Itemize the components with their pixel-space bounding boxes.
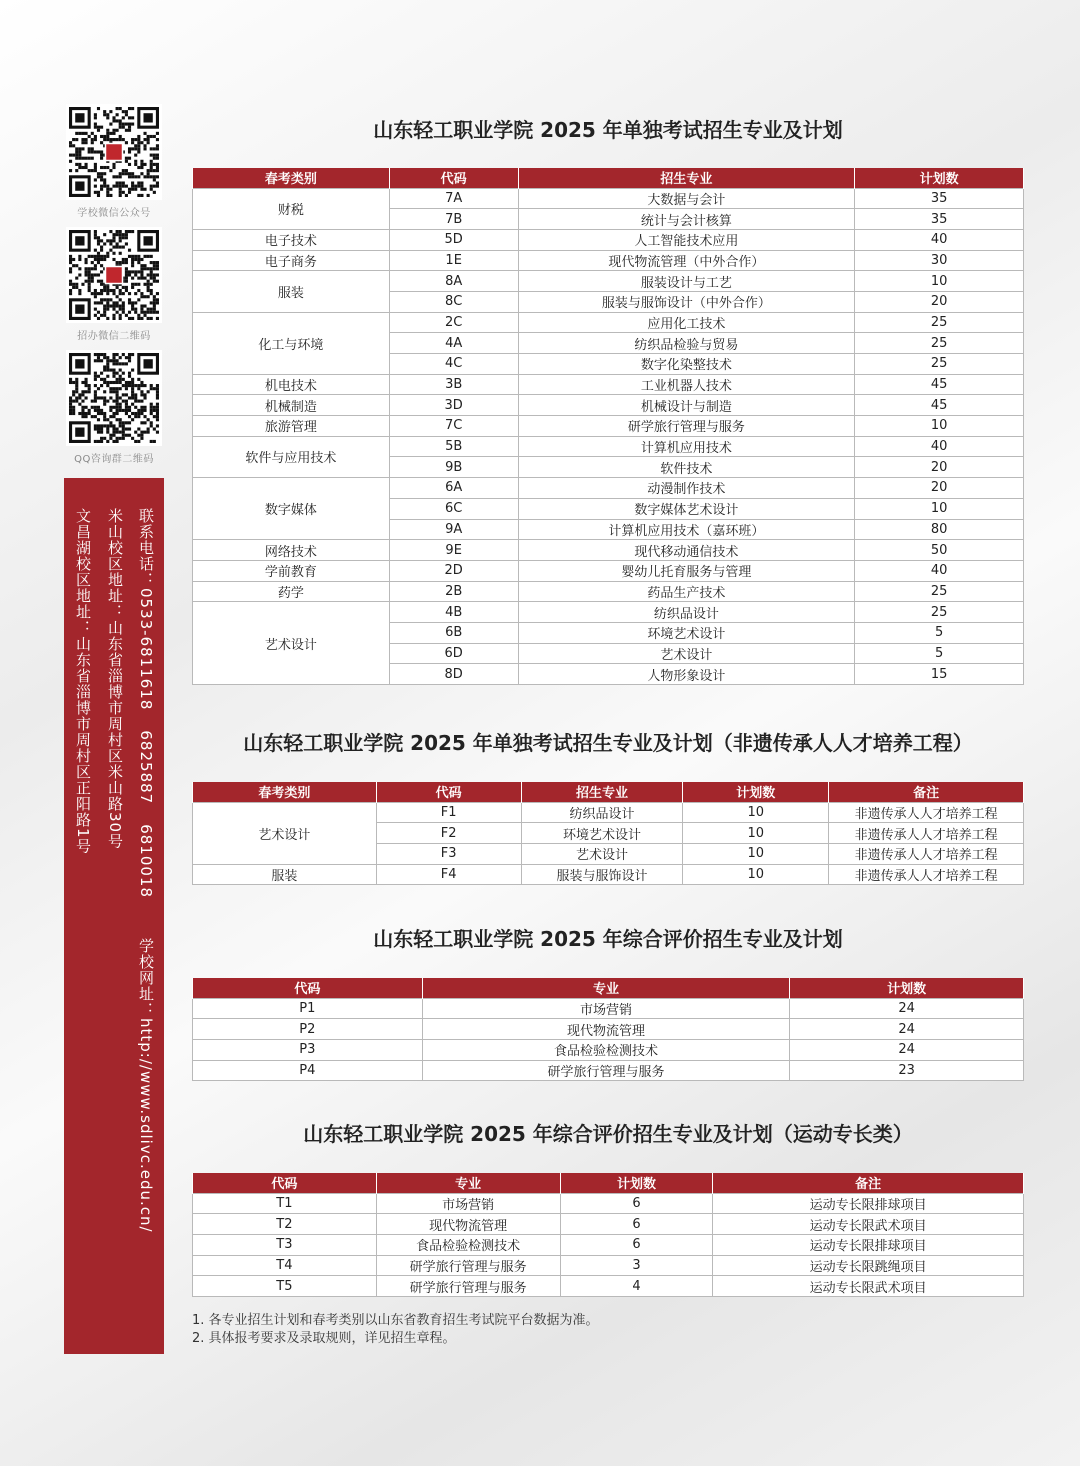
remark-cell: 非遗传承人人才培养工程	[829, 802, 1024, 823]
table-row	[193, 229, 1024, 250]
major-cell: 服装与服饰设计	[521, 864, 683, 885]
qr-block-wechat-official	[64, 104, 164, 219]
table-row	[193, 1214, 1024, 1235]
category-cell: 机械制造	[193, 395, 390, 416]
table-header-row	[193, 782, 1024, 802]
table-row	[193, 1276, 1024, 1297]
table-row	[193, 395, 1024, 416]
major-cell: 研学旅行管理与服务	[422, 1060, 790, 1081]
code-cell: 9A	[389, 519, 518, 540]
column-header: 备注	[829, 782, 1024, 802]
category-cell: 学前教育	[193, 560, 390, 581]
code-cell: 6B	[389, 622, 518, 643]
remark-cell: 非遗传承人人才培养工程	[829, 843, 1024, 864]
major-cell: 服装设计与工艺	[518, 271, 855, 292]
plan-count-cell: 15	[855, 664, 1024, 685]
table-row	[193, 436, 1024, 457]
remark-cell: 运动专长限跳绳项目	[713, 1255, 1024, 1276]
qr-caption: QQ咨询群二维码	[74, 454, 154, 465]
remark-cell: 运动专长限排球项目	[713, 1193, 1024, 1214]
category-cell: 网络技术	[193, 540, 390, 561]
code-cell: 6C	[389, 498, 518, 519]
major-cell: 机械设计与制造	[518, 395, 855, 416]
column-header: 春考类别	[193, 782, 377, 802]
code-cell: F2	[376, 823, 521, 844]
code-cell: 9E	[389, 540, 518, 561]
column-header: 备注	[713, 1173, 1024, 1193]
qr-caption: 招办微信二维码	[77, 331, 151, 342]
table2-heritage-plan	[192, 782, 1024, 885]
major-cell: 计算机应用技术	[518, 436, 855, 457]
category-cell: 数字媒体	[193, 478, 390, 540]
plan-count-cell: 10	[855, 271, 1024, 292]
major-cell: 大数据与会计	[518, 188, 855, 209]
table-row	[193, 1019, 1024, 1040]
phone-label: 联系电话：	[137, 508, 155, 588]
plan-count-cell: 45	[855, 395, 1024, 416]
major-cell: 食品检验检测技术	[376, 1234, 560, 1255]
column-header: 代码	[193, 978, 423, 998]
footnote-line: 1. 各专业招生计划和春考类别以山东省教育招生考试院平台数据为准。	[192, 1313, 599, 1328]
plan-count-cell: 6	[560, 1214, 713, 1235]
major-cell: 食品检验检测技术	[422, 1039, 790, 1060]
remark-cell: 运动专长限排球项目	[713, 1234, 1024, 1255]
category-cell: 服装	[193, 864, 377, 885]
remark-cell: 运动专长限武术项目	[713, 1214, 1024, 1235]
plan-count-cell: 10	[855, 498, 1024, 519]
code-cell: T3	[193, 1234, 377, 1255]
major-cell: 市场营销	[376, 1193, 560, 1214]
major-cell: 研学旅行管理与服务	[518, 416, 855, 437]
plan-count-cell: 25	[855, 354, 1024, 375]
major-cell: 婴幼儿托育服务与管理	[518, 560, 855, 581]
code-cell: P3	[193, 1039, 423, 1060]
table-row	[193, 540, 1024, 561]
phone-number: 6810018	[137, 824, 155, 899]
code-cell: F1	[376, 802, 521, 823]
plan-count-cell: 35	[855, 188, 1024, 209]
major-cell: 现代移动通信技术	[518, 540, 855, 561]
major-cell: 工业机器人技术	[518, 374, 855, 395]
category-cell: 电子技术	[193, 229, 390, 250]
table4-sports-plan	[192, 1173, 1024, 1297]
column-header: 代码	[376, 782, 521, 802]
plan-count-cell: 45	[855, 374, 1024, 395]
major-cell: 服装与服饰设计（中外合作）	[518, 291, 855, 312]
category-cell: 财税	[193, 188, 390, 229]
table-row	[193, 602, 1024, 623]
table-row	[193, 560, 1024, 581]
category-cell: 旅游管理	[193, 416, 390, 437]
plan-count-cell: 4	[560, 1276, 713, 1297]
category-cell: 艺术设计	[193, 802, 377, 864]
table-row	[193, 581, 1024, 602]
major-cell: 纺织品设计	[521, 802, 683, 823]
plan-count-cell: 20	[855, 291, 1024, 312]
campus1-label: 米山校区地址：	[106, 508, 124, 620]
plan-count-cell: 20	[855, 457, 1024, 478]
code-cell: 1E	[389, 250, 518, 271]
column-header: 招生专业	[518, 168, 855, 188]
code-cell: 9B	[389, 457, 518, 478]
table-row	[193, 416, 1024, 437]
plan-count-cell: 25	[855, 312, 1024, 333]
remark-cell: 非遗传承人人才培养工程	[829, 864, 1024, 885]
plan-count-cell: 10	[683, 843, 829, 864]
major-cell: 数字化染整技术	[518, 354, 855, 375]
table-row	[193, 312, 1024, 333]
table-row	[193, 1060, 1024, 1081]
table3-title: 山东轻工职业学院 2025 年综合评价招生专业及计划	[373, 927, 843, 951]
code-cell: 4B	[389, 602, 518, 623]
major-cell: 统计与会计核算	[518, 209, 855, 230]
code-cell: 6A	[389, 478, 518, 499]
campus1-address: 山东省淄博市周村区米山路30号	[106, 620, 124, 850]
table-row	[193, 188, 1024, 209]
table1-title: 山东轻工职业学院 2025 年单独考试招生专业及计划	[373, 118, 843, 142]
table-row	[193, 1255, 1024, 1276]
qr-code-icon	[66, 350, 162, 446]
column-header: 专业	[376, 1173, 560, 1193]
code-cell: 4A	[389, 333, 518, 354]
table3-comprehensive-plan	[192, 978, 1024, 1081]
table-row	[193, 271, 1024, 292]
major-cell: 数字媒体艺术设计	[518, 498, 855, 519]
column-header: 计划数	[855, 168, 1024, 188]
plan-count-cell: 20	[855, 478, 1024, 499]
table1-admission-plan	[192, 168, 1024, 685]
code-cell: 3D	[389, 395, 518, 416]
qr-caption: 学校微信公众号	[77, 208, 151, 219]
major-cell: 研学旅行管理与服务	[376, 1276, 560, 1297]
major-cell: 研学旅行管理与服务	[376, 1255, 560, 1276]
code-cell: 2C	[389, 312, 518, 333]
plan-count-cell: 10	[855, 416, 1024, 437]
column-header: 代码	[389, 168, 518, 188]
major-cell: 现代物流管理（中外合作）	[518, 250, 855, 271]
plan-count-cell: 6	[560, 1234, 713, 1255]
qr-block-admissions-wechat	[64, 227, 164, 342]
code-cell: 8A	[389, 271, 518, 292]
plan-count-cell: 24	[790, 1019, 1024, 1040]
qr-code-icon	[66, 104, 162, 200]
table-row	[193, 1234, 1024, 1255]
phone-number: 6825887	[137, 730, 155, 805]
footnote-line: 2. 具体报考要求及录取规则，详见招生章程。	[192, 1331, 456, 1346]
code-cell: 2D	[389, 560, 518, 581]
column-header: 计划数	[683, 782, 829, 802]
code-cell: 4C	[389, 354, 518, 375]
major-cell: 艺术设计	[521, 843, 683, 864]
code-cell: 7A	[389, 188, 518, 209]
plan-count-cell: 25	[855, 581, 1024, 602]
code-cell: P4	[193, 1060, 423, 1081]
table-row	[193, 802, 1024, 823]
plan-count-cell: 5	[855, 622, 1024, 643]
table-row	[193, 374, 1024, 395]
campus2-line	[73, 508, 94, 855]
column-header: 计划数	[560, 1173, 713, 1193]
code-cell: 7C	[389, 416, 518, 437]
plan-count-cell: 5	[855, 643, 1024, 664]
campus2-address: 山东省淄博市周村区正阳路1号	[74, 636, 92, 855]
code-cell: F4	[376, 864, 521, 885]
plan-count-cell: 25	[855, 602, 1024, 623]
table-row	[193, 250, 1024, 271]
phone-number: 0533-6811618	[137, 588, 155, 711]
remark-cell: 非遗传承人人才培养工程	[829, 823, 1024, 844]
code-cell: 5B	[389, 436, 518, 457]
code-cell: 5D	[389, 229, 518, 250]
plan-count-cell: 6	[560, 1193, 713, 1214]
major-cell: 动漫制作技术	[518, 478, 855, 499]
major-cell: 艺术设计	[518, 643, 855, 664]
plan-count-cell: 23	[790, 1060, 1024, 1081]
plan-count-cell: 80	[855, 519, 1024, 540]
qr-block-qq-group	[64, 350, 164, 465]
code-cell: T2	[193, 1214, 377, 1235]
website-link[interactable]: http://www.sdlivc.edu.cn/	[137, 1018, 155, 1233]
table-header-row	[193, 1173, 1024, 1193]
campus2-label: 文昌湖校区地址：	[74, 508, 92, 636]
category-cell: 电子商务	[193, 250, 390, 271]
major-cell: 人物形象设计	[518, 664, 855, 685]
column-header: 专业	[422, 978, 790, 998]
plan-count-cell: 40	[855, 560, 1024, 581]
code-cell: 3B	[389, 374, 518, 395]
major-cell: 现代物流管理	[422, 1019, 790, 1040]
category-cell: 艺术设计	[193, 602, 390, 685]
plan-count-cell: 10	[683, 864, 829, 885]
contact-bar	[64, 478, 164, 1354]
code-cell: P2	[193, 1019, 423, 1040]
major-cell: 环境艺术设计	[521, 823, 683, 844]
category-cell: 化工与环境	[193, 312, 390, 374]
major-cell: 纺织品检验与贸易	[518, 333, 855, 354]
plan-count-cell: 40	[855, 229, 1024, 250]
column-header: 代码	[193, 1173, 377, 1193]
remark-cell: 运动专长限武术项目	[713, 1276, 1024, 1297]
code-cell: T5	[193, 1276, 377, 1297]
plan-count-cell: 10	[683, 823, 829, 844]
code-cell: T4	[193, 1255, 377, 1276]
table-row	[193, 864, 1024, 885]
major-cell: 市场营销	[422, 998, 790, 1019]
code-cell: T1	[193, 1193, 377, 1214]
qr-code-icon	[66, 227, 162, 323]
major-cell: 纺织品设计	[518, 602, 855, 623]
campus1-line	[105, 508, 126, 849]
major-cell: 软件技术	[518, 457, 855, 478]
category-cell: 机电技术	[193, 374, 390, 395]
major-cell: 应用化工技术	[518, 312, 855, 333]
major-cell: 环境艺术设计	[518, 622, 855, 643]
code-cell: 6D	[389, 643, 518, 664]
table-row	[193, 998, 1024, 1019]
table2-title: 山东轻工职业学院 2025 年单独考试招生专业及计划（非遗传承人人才培养工程）	[243, 731, 973, 755]
plan-count-cell: 35	[855, 209, 1024, 230]
plan-count-cell: 40	[855, 436, 1024, 457]
plan-count-cell: 3	[560, 1255, 713, 1276]
major-cell: 药品生产技术	[518, 581, 855, 602]
footnotes	[192, 1312, 599, 1348]
category-cell: 服装	[193, 271, 390, 312]
website-label: 学校网址：	[137, 938, 155, 1019]
table-header-row	[193, 978, 1024, 998]
table4-title: 山东轻工职业学院 2025 年综合评价招生专业及计划（运动专长类）	[303, 1122, 913, 1146]
category-cell: 药学	[193, 581, 390, 602]
table-row	[193, 478, 1024, 499]
major-cell: 现代物流管理	[376, 1214, 560, 1235]
code-cell: 2B	[389, 581, 518, 602]
contact-phone-line	[136, 508, 157, 1233]
code-cell: F3	[376, 843, 521, 864]
category-cell: 软件与应用技术	[193, 436, 390, 477]
column-header: 春考类别	[193, 168, 390, 188]
table-row	[193, 1039, 1024, 1060]
column-header: 招生专业	[521, 782, 683, 802]
code-cell: 8D	[389, 664, 518, 685]
code-cell: 7B	[389, 209, 518, 230]
plan-count-cell: 24	[790, 998, 1024, 1019]
plan-count-cell: 50	[855, 540, 1024, 561]
code-cell: 8C	[389, 291, 518, 312]
major-cell: 计算机应用技术（嘉环班）	[518, 519, 855, 540]
plan-count-cell: 10	[683, 802, 829, 823]
column-header: 计划数	[790, 978, 1024, 998]
plan-count-cell: 25	[855, 333, 1024, 354]
plan-count-cell: 30	[855, 250, 1024, 271]
major-cell: 人工智能技术应用	[518, 229, 855, 250]
table-header-row	[193, 168, 1024, 188]
code-cell: P1	[193, 998, 423, 1019]
plan-count-cell: 24	[790, 1039, 1024, 1060]
table-row	[193, 1193, 1024, 1214]
